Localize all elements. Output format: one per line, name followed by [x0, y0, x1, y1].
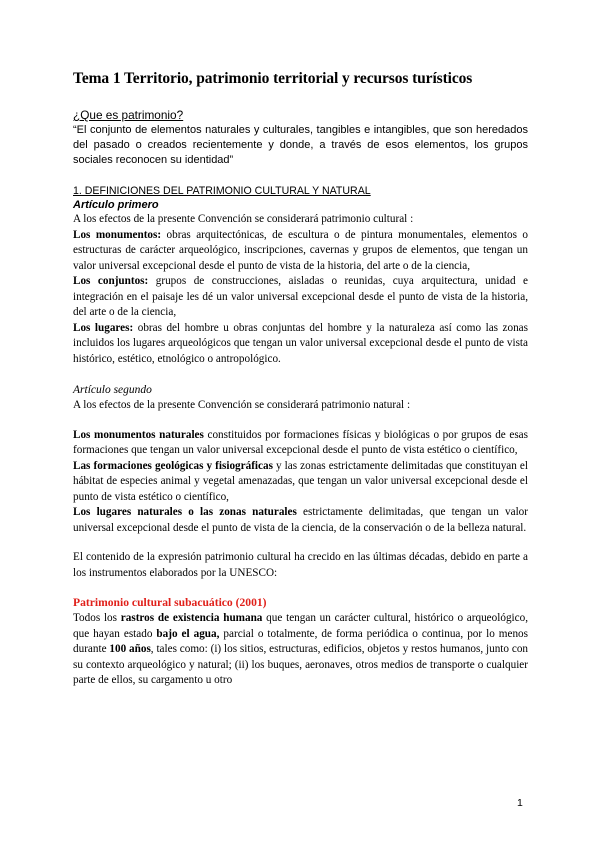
definition-text: estrictamente delimitadas, que tengan un valor universal excepcional desde el punto de vista de la ciencia, de la conservación o de la belleza natural. — [73, 506, 529, 534]
definition-text: obras del hombre u obras conjuntas del hombre y la naturaleza así como las zonas incluidos los lugares arqueológicos que tengan un valor universal excepcional desde el punto de vista histórico, estético, etnológico o antropológico. — [73, 321, 528, 365]
page-number: 1 — [517, 797, 523, 809]
emphasis-text: rastros de existencia humana — [120, 612, 263, 624]
definition-text: obras arquitectónicas, de escultura o de pintura monumentales, elementos o estructuras de carácter arqueológico, inscripciones, cavernas y grupos de elementos, que tengan un valor universal excepcional desde el punto de vista de la historia, del arte o de la ciencia, — [73, 228, 528, 272]
definition-term: Los lugares: — [73, 321, 134, 334]
definition-paragraph — [73, 274, 528, 321]
section-heading: 1. DEFINICIONES DEL PATRIMONIO CULTURAL Y NATURAL — [73, 185, 371, 197]
emphasis-text: bajo el agua, — [156, 627, 220, 640]
underwater-heritage-paragraph — [73, 611, 528, 689]
definition-paragraph — [73, 505, 528, 536]
emphasis-text: 100 años — [109, 643, 151, 655]
underwater-heritage-heading: Patrimonio cultural subacuático (2001) — [73, 596, 267, 609]
definition-term: Los lugares naturales o las zonas naturales — [73, 506, 297, 518]
question-heading: ¿Que es patrimonio? — [73, 108, 184, 122]
definition-paragraph — [73, 321, 528, 368]
document-page — [73, 70, 528, 689]
definition-text: y las zonas estrictamente delimitadas que constituyan el hábitat de especies animal y vegetal amenazadas, que tengan un valor universal excepcional desde el punto de vista estético o científico, — [73, 459, 529, 503]
definition-term: Los conjuntos: — [73, 275, 149, 287]
closing-paragraph: El contenido de la expresión patrimonio cultural ha crecido en las últimas décadas, debido en parte a los instrumentos elaborados por la UNESCO: — [73, 551, 528, 579]
spacer — [73, 536, 528, 550]
definition-text: grupos de construcciones, aisladas o reunidas, cuya arquitectura, unidad e integración en el paisaje les dé un valor universal excepcional desde el punto de vista de la historia, del arte o de la ciencia, — [73, 275, 528, 318]
article-intro: A los efectos de la presente Convención se considerará patrimonio natural : — [73, 399, 411, 411]
paragraph-text: que tengan un carácter cultural, histórico o arqueológico, que hayan estado — [73, 612, 528, 640]
definition-paragraph — [73, 228, 528, 275]
spacer — [73, 414, 528, 428]
patrimonio-definition-quote: “El conjunto de elementos naturales y culturales, tangibles e intangibles, que son heredados del pasado o creados recientemente y donde, a través de esos elementos, los grupos sociales reconocen su identidad” — [73, 124, 528, 166]
definition-term: Los monumentos: — [73, 228, 162, 241]
paragraph-text: parcial o totalmente, de forma periódica o continua, por lo menos durante — [73, 627, 528, 655]
definition-term: Los monumentos naturales — [73, 428, 204, 441]
article-heading: Artículo primero — [73, 199, 159, 211]
paragraph-text: Todos los — [73, 612, 121, 624]
paragraph-text: , tales como: (i) los sitios, estructuras, edificios, objetos y restos humanos, junto con su contexto arqueológico y natural; (ii) los buques, aeronaves, otros medios de transporte o cualquier parte de ellos, su cargamento u otro — [73, 643, 529, 686]
spacer — [73, 581, 528, 595]
definition-paragraph — [73, 459, 528, 506]
article-intro: A los efectos de la presente Convención se considerará patrimonio cultural : — [73, 213, 414, 225]
definition-term: Las formaciones geológicas y fisiográficas — [73, 459, 273, 472]
page-title: Tema 1 Territorio, patrimonio territorial y recursos turísticos — [73, 70, 473, 87]
definition-paragraph — [73, 428, 528, 459]
article-heading: Artículo segundo — [73, 384, 152, 396]
definition-text: constituidos por formaciones físicas y biológicas o por grupos de esas formaciones que tengan un valor universal excepcional desde el punto de vista estético o científico, — [73, 428, 528, 456]
